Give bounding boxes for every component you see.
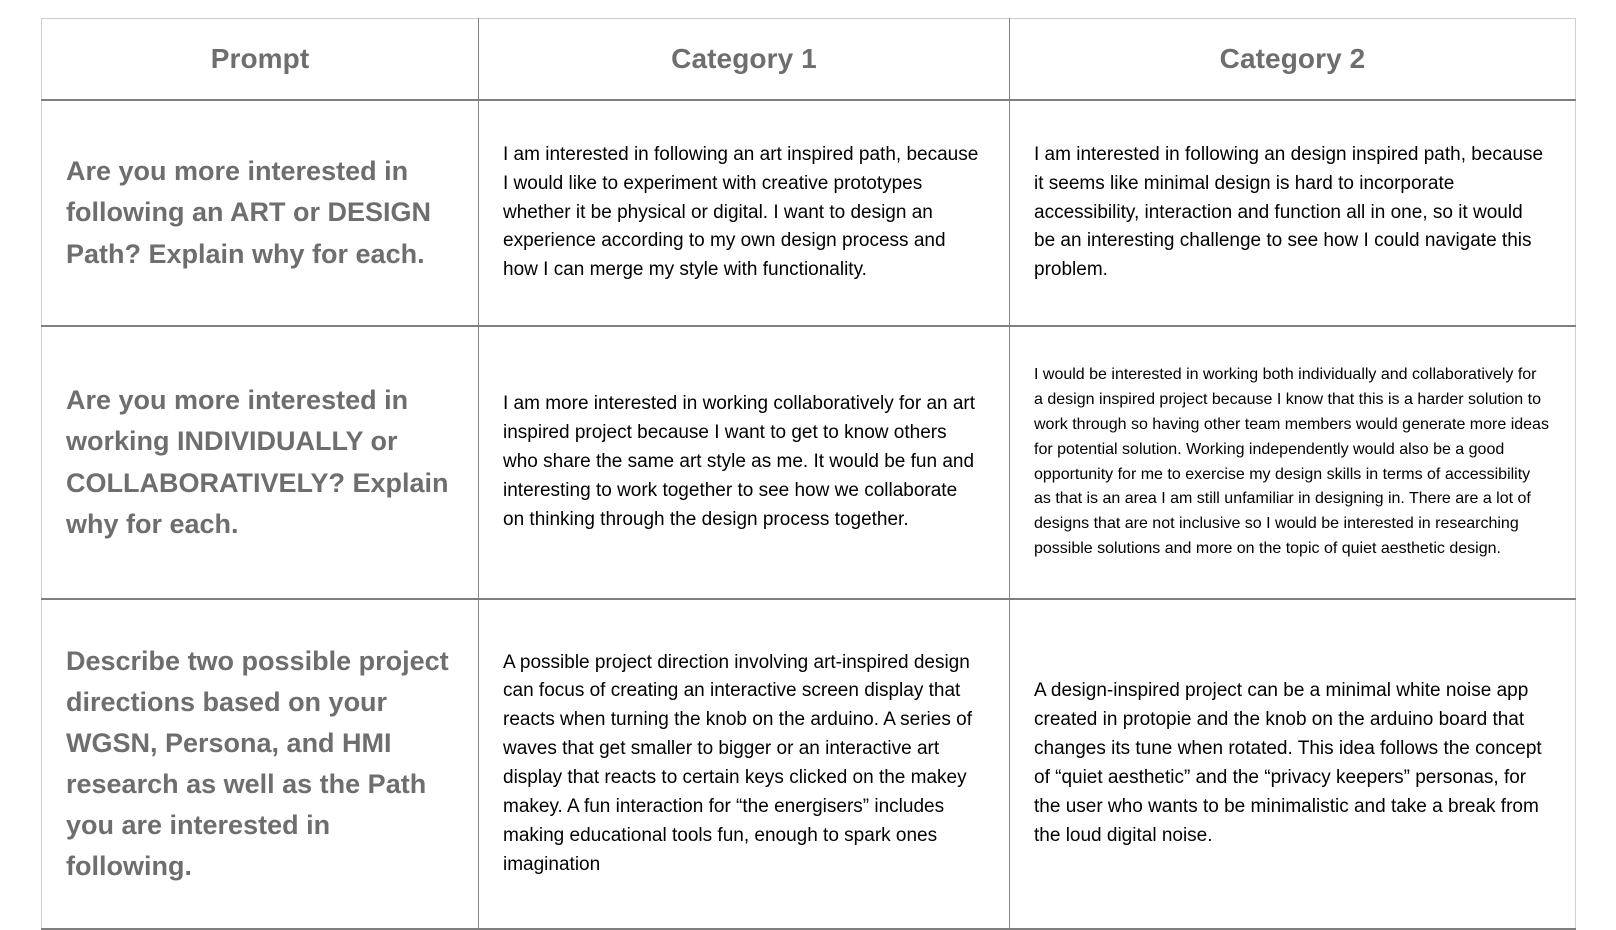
prompt-text: Describe two possible project directions based on your WGSN, Persona, and HMI research as well as the Path you are interested in following. bbox=[66, 645, 449, 882]
category-1-cell bbox=[479, 599, 1010, 929]
prompt-response-table bbox=[41, 18, 1576, 930]
prompt-cell bbox=[42, 599, 479, 929]
header-row bbox=[42, 19, 1576, 101]
prompt-cell bbox=[42, 326, 479, 599]
table-row bbox=[42, 599, 1576, 929]
category-1-cell bbox=[479, 100, 1010, 326]
category-2-text: A design-inspired project can be a minimal white noise app created in protopie and the knob on the arduino board that changes its tune when rotated. This idea follows the concept of “quiet aesthetic” and the “privacy keepers” personas, for the user who wants to be minimalistic and take a break from the loud digital noise. bbox=[1034, 680, 1542, 846]
prompt-cell bbox=[42, 100, 479, 326]
table-body bbox=[42, 100, 1576, 929]
column-header-category-1: Category 1 bbox=[479, 19, 1010, 101]
category-2-cell bbox=[1010, 599, 1576, 929]
category-1-cell bbox=[479, 326, 1010, 599]
category-1-text: A possible project direction involving art-inspired design can focus of creating an interactive screen display that reacts when turning the knob on the arduino. A series of waves that get smaller to bigger or an interactive art display that reacts to certain keys clicked on the makey makey. A fun interaction for “the energisers” includes making educational tools fun, enough to spark ones imagination bbox=[503, 651, 972, 875]
prompt-text: Are you more interested in working INDIVIDUALLY or COLLABORATIVELY? Explain why for each. bbox=[66, 385, 449, 539]
category-1-text: I am more interested in working collaboratively for an art inspired project because I want to get to know others who share the same art style as me. It would be fun and interesting to work together to see how we collaborate on thinking through the design process together. bbox=[503, 393, 976, 530]
column-header-prompt: Prompt bbox=[42, 19, 479, 101]
column-header-category-2: Category 2 bbox=[1010, 19, 1576, 101]
table-row bbox=[42, 100, 1576, 326]
prompt-text: Are you more interested in following an ART or DESIGN Path? Explain why for each. bbox=[66, 156, 431, 269]
category-1-text: I am interested in following an art inspired path, because I would like to experiment with creative prototypes whether it be physical or digital. I want to design an experience according to my own design process and how I can merge my style with functionality. bbox=[503, 143, 979, 281]
table-row bbox=[42, 326, 1576, 599]
category-2-text: I would be interested in working both individually and collaboratively for a design inspired project because I know that this is a harder solution to work through so having other team members would generate more ideas for potential solution. Working independently would also be a good opportunity for me to exercise my design skills in terms of accessibility as that is an area I am still unfamiliar in designing in. There are a lot of designs that are not inclusive so I would be interested in researching possible solutions and more on the topic of quiet aesthetic design. bbox=[1034, 366, 1549, 557]
category-2-text: I am interested in following an design inspired path, because it seems like minimal design is hard to incorporate accessibility, interaction and function all in one, so it would be an interesting challenge to see how I could navigate this problem. bbox=[1034, 143, 1544, 281]
category-2-cell bbox=[1010, 100, 1576, 326]
category-2-cell bbox=[1010, 326, 1576, 599]
table-header bbox=[42, 19, 1576, 101]
